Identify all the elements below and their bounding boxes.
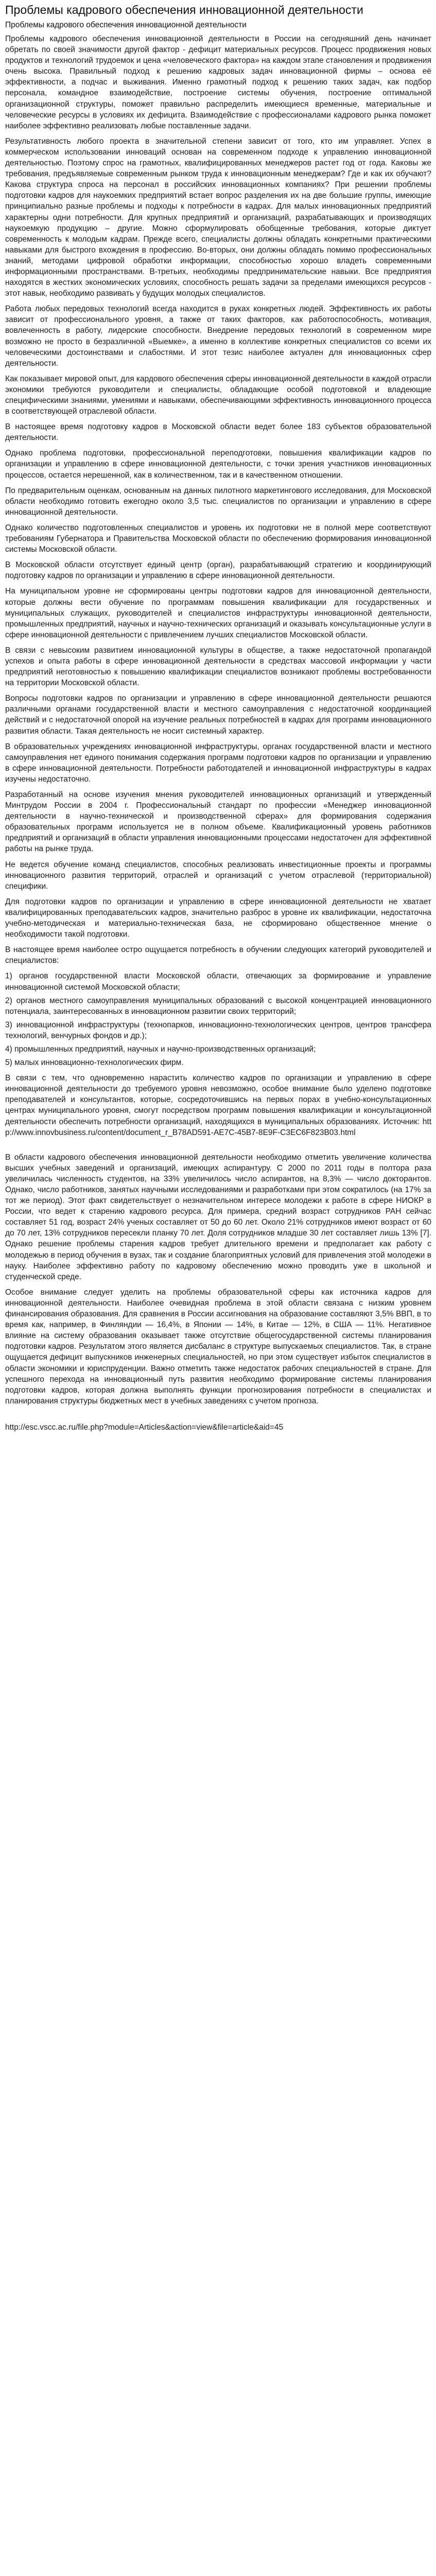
list-item: 2) органов местного самоуправления муниципальных образований с высокой концентрацией инновационного потенциала, заинтересованных в инновационном развитии своих территорий; [5,996,431,1016]
list-item: 3) инновационной инфраструктуры (технопарков, инновационно-технологических центров, центров трансфера технологий, венчурных фондов и др.); [5,1020,431,1040]
footer-source-url: http://esc.vscc.ac.ru/file.php?module=Articles&action=view&file=article&aid=45 [5,1422,284,1432]
paragraph: Работа любых передовых технологий всегда находится в руках конкретных людей. Эффективность их работы зависит от профессионального уровня, а также от таких факторов, как работоспособность, мотивация, вовлеченность в работу, лидерские способности. Внедрение передовых технологий в современном мире возможно не просто в безразличной «Выемке», а именно в коллективе конкретных специалистов со всеми их человеческими достоинствами и слабостями. И этот тезис наиболее актуален для инновационных сфер деятельности. [5,304,431,368]
paragraph: В области кадрового обеспечения инновационной деятельности необходимо отметить увеличение количества высших учебных заведений и организаций, имеющих аспирантуру. С 2000 по 2011 годы в полтора раза увеличилась численность студентов, на 33% увеличилось число аспирантов, на 8,3% — число докторантов. Однако, число работников, занятых научными исследованиями и разработками при этом сократилось (на 17% за тот же период). Этот факт свидетельствует о незначительном интересе молодежи к работе в сфере НИОКР в России, что ведет к старению кадрового ресурса. Для примера, средний возраст сотрудников РАН сейчас составляет 51 год, возраст 24% ученых составляет от 50 до 60 лет. Около 21% сотрудников имеют возраст от 60 до 70 лет, 13% сотрудников пересекли планку 70 лет. Доля сотрудников младше 30 лет составляет лишь 13% [7]. Однако решение проблемы старения кадров требует длительного времени и предполагает как работу с молодежью в период обучения в вузах, так и создание благоприятных условий для привлечения этой молодежи в науку. Наиболее эффективно работу по кадровому обеспечению можно проводить уже в школьной и студенческой среде. [5,1153,431,1281]
source-link[interactable]: http://www.innovbusiness.ru/content/document_r_B78AD591-AE7C-45B7-8E9F-C3EC6F823B03.html [5,1117,431,1137]
page-title: Проблемы кадрового обеспечения инновационной деятельности [5,3,363,16]
paragraph: Результативность любого проекта в значительной степени зависит от того, кто им управляет. Успех в коммерческом использовании инноваций основан на современном подходе к управлению инновационной деятельностью. Поэтому спрос на грамотных, квалифицированных менеджеров растет год от года. Каковы же требования, предъявляемые современным рынком труда к инновационным менеджерам? Где и как их обучают? Какова структура спроса на персонал в российских инновационных компаниях? При решении проблемы подготовки кадров для наукоемких предприятий встает вопрос разделения их на две большие группы, имеющие принципиально разные проблемы и подходы к потребности в кадрах. Для малых инновационных предприятий характерны одни потребности. Для крупных предприятий и организаций, разрабатывающих и производящих наукоемкую продукцию – другие. Можно сформулировать обобщенные требования, которые диктует современность к молодым кадрам. Прежде всего, специалисты должны обладать конкретными практическими навыками для быстрого вхождения в профессию. Во-вторых, они должны обладать помимо профессиональных знаний, методами цифровой обработки информации, способностью хорошо владеть современными информационными пространствами. В-третьих, необходимы предпринимательские навыки. Все предприятия находятся в жестких экономических условиях, способность решать задачи за пределами имеющихся ресурсов - этот навык, необходимо развивать у будущих молодых специалистов. [5,137,431,298]
list-item: 5) малых инновационно-технологических фирм. [5,1058,184,1067]
paragraph: Для подготовки кадров по организации и управлению в сфере инновационной деятельности не хватает квалифицированных преподавательских кадров, значительно разброс в уровне их квалификации, недостаточна учебно-методическая и материально-техническая база, не сформировано общественное мнение о необходимости такой подготовки. [5,897,431,939]
paragraph: Однако количество подготовленных специалистов и уровень их подготовки не в полной мере соответствуют требованиям Губернатора и Правительства Московской области по обеспечению формирования инновационной системы Московской области. [5,523,431,554]
paragraph: В настоящее время подготовку кадров в Московской области ведет более 183 субъектов образовательной деятельности. [5,422,431,443]
paragraph: Проблемы кадрового обеспечения инновационной деятельности в России на сегодняшний день начинает обретать по своей значимости другой фактор - дефицит материальных ресурсов. Процесс продвижения новых продуктов и технологий трудоемок и цена «человеческого фактора» на каждом этапе становления и продвижения очень высока. Правильный подход к решению кадровых задач инновационной фирмы – основа её эффективности, а подчас и выживания. Именно грамотный подход к решению таких задач, как подбор персонала, командное взаимодействие, построение системы обучения, построение оптимальной организационной структуры, поможет правильно распределить имеющиеся временные, материальные и человеческие ресурсы в условиях их дефицита. Взаимодействие с профессионалами кадрового рынка поможет наиболее эффективно реализовать любые поставленные задачи. [5,35,431,130]
paragraph: В связи с невысоким развитием инновационной культуры в обществе, а также недостаточной пропагандой успехов и опыта работы в сфере инновационной деятельности в средствах массовой информации у части предприятий неготовностью к повышению квалификации специалистов возникают проблемы востребованности на территории Московской области. [5,646,431,688]
paragraph: Вопросы подготовки кадров по организации и управлению в сфере инновационной деятельности решаются различными органами государственной власти и местного самоуправления с недостаточной координацией действий и с недостаточной опорой на изучение реальных потребностей в кадрах для программ инновационного развития области. Такая деятельность не носит системный характер. [5,694,431,736]
list-item: 1) органов государственной власти Московской области, отвечающих за формирование и управление инновационной системой Московской области; [5,972,431,992]
paragraph: В образовательных учреждениях инновационной инфраструктуры, органах государственной власти и местного самоуправления нет единого понимания содержания программ подготовки кадров по организации и управлению в сфере инновационной деятельности. Потребности работодателей и инновационной инфраструктуры в кадрах изучены недостаточно. [5,742,431,784]
closing-paragraph [5,1073,431,1138]
paragraph: В Московской области отсутствует единый центр (орган), разрабатывающий стратегию и координирующий подготовку кадров по организации и управлению в сфере инновационной деятельности. [5,561,431,581]
closing-text: В связи с тем, что одновременно нарастить количество кадров по организации и управлению в сфере инновационной деятельности до требуемого уровня невозможно, особое внимание было уделено подготовке преподавателей и консультантов, которые, сосредоточившись на первых порах в учебно-консультационных центрах муниципального уровня, смогут посредством программ повышения квалификации и консультационной деятельности обеспечить потребности организаций, находящихся в муниципальных образованиях. Источник: [5,1074,431,1126]
paragraph: По предварительным оценкам, основанным на данных пилотного маркетингового исследования, для Московской области необходимо готовить ежегодно около 3,5 тыс. специалистов по организации и управлению в сфере инновационной деятельности. [5,486,431,517]
paragraph: Не ведется обучение команд специалистов, способных реализовать инвестиционные проекты и программы инновационного развития территорий, отраслей и организаций с учетом отраслевой (территориальной) специфики. [5,860,431,891]
paragraph: Разработанный на основе изучения мнения руководителей инновационных организаций и утвержденный Минтрудом России в 2004 г. Профессиональный стандарт по профессии «Менеджер инновационной деятельности в научно-технической и производственной сферах» для формирования содержания образовательных программ используется не в полном объеме. Квалификационный уровень работников предприятий и организаций в области управления инновационными процессами недостаточен для эффективной работы на рынке труда. [5,790,431,854]
section-gap [5,1143,431,1152]
paragraph: Как показывает мировой опыт, для кардового обеспечения сферы инновационной деятельности в каждой отрасли экономики требуются руководители и специалисты, обладающие особой подготовкой и владеющие специфическими знаниями, умениями и навыками, обеспечивающими эффективность инновационного процесса в соответствующей отраслевой области. [5,374,431,416]
paragraph: На муниципальном уровне не сформированы центры подготовки кадров для инновационной деятельности, которые должны вести обучение по программам повышения квалификации для государственных и муниципальных служащих, руководителей и специалистов инфраструктуры инновационной деятельности, промышленных предприятий, научных и научно-технических организаций и оказывать консультационные услуги в сфере инновационной деятельности с привлечением лучших специалистов Московской области. [5,587,431,639]
page-subtitle: Проблемы кадрового обеспечения инновационной деятельности [5,21,247,29]
paragraph: Однако проблема подготовки, профессиональной переподготовки, повышения квалификации кадров по организации и управлению в сфере инновационной деятельности, с точки зрения участников инновационных процессов, остается нерешенной, как в количественном, так и в качественном отношении. [5,449,431,480]
paragraph: В настоящее время наиболее остро ощущается потребность в обучении следующих категорий руководителей и специалистов: [5,945,431,965]
paragraph: Особое внимание следует уделить на проблемы образовательной сферы как источника кадров для инновационной деятельности. Наиболее очевидная проблема в этой области связана с низким уровнем финансирования образования. Для сравнения в России ассигнования на образование составляют 3,5% ВВП, в то время как, например, в Финляндии — 16,4%, в Японии — 14%, в Китае — 12%, в США — 11%. Негативное влияние на систему образования оказывает также отсутствие общегосударственной системы планирования подготовки кадров. Результатом этого является дисбаланс в структуре выпускаемых специалистов. Так, в стране ощущается дефицит выпускников инженерных специальностей, но при этом существует избыток специалистов в области экономики и юриспруденции. Важно отметить также недостаток рабочих специальностей в стране. Для успешного перехода на инновационный путь развития необходимо формирование системы планирования подготовки кадров, которая должна выполнять функции прогнозирования потребности в специалистах и планирования структуры бюджетных мест в учебных заведениях с учетом прогноза. [5,1287,431,1405]
list-item: 4) промышленных предприятий, научных и научно-производственных организаций; [5,1044,316,1054]
article-body [5,33,431,1406]
